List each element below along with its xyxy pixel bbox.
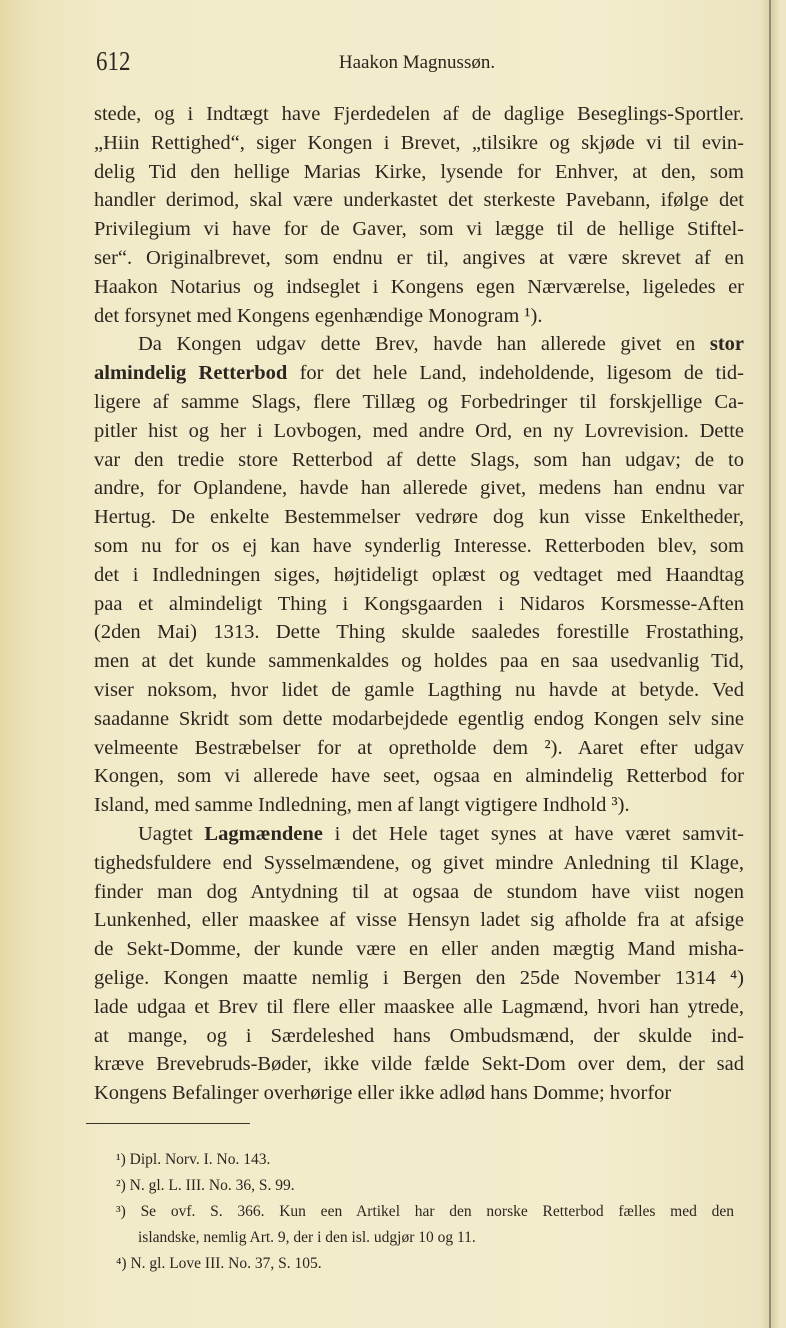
- text-segment: for det hele Land, indeholdende, ligesom de tid-: [287, 362, 744, 385]
- footnote: ³) Se ovf. S. 366. Kun een Artikel har den norske Retterbod fælles med den: [116, 1203, 734, 1220]
- paragraph: [94, 100, 744, 330]
- text-segment: lade udgaa et Brev til flere eller maaskee alle Lagmænd, hvori han ytrede,: [94, 995, 744, 1018]
- text-segment: stede, og i Indtægt have Fjerdedelen af de daglige Beseglings-Sportler.: [94, 103, 744, 125]
- text-line: [94, 1050, 744, 1079]
- footnote: ¹) Dipl. Norv. I. No. 143.: [116, 1151, 271, 1168]
- text-segment: tighedsfuldere end Sysselmændene, og givet mindre Anledning til Klage,: [94, 851, 744, 874]
- text-segment: ser“. Originalbrevet, som endnu er til, angives at være skrevet af en: [94, 246, 744, 269]
- text-line: [94, 647, 744, 676]
- text-segment: Hertug. De enkelte Bestemmelser vedrøre dog kun visse Enkeltheder,: [94, 506, 744, 529]
- page-binding-edge: [769, 0, 771, 1328]
- text-line: [94, 590, 744, 619]
- text-segment: velmeente Bestræbelser for at opretholde dem ²). Aaret efter udgav: [94, 736, 744, 759]
- text-line: [94, 244, 744, 273]
- text-line: [94, 878, 744, 907]
- body-text: [94, 100, 744, 1108]
- text-line: [94, 849, 744, 878]
- footnote: ²) N. gl. L. III. No. 36, S. 99.: [116, 1177, 295, 1194]
- text-segment: de Sekt-Domme, der kunde være en eller anden mægtig Mand misha-: [94, 938, 744, 961]
- footnote: ⁴) N. gl. Love III. No. 37, S. 105.: [116, 1255, 322, 1272]
- running-title: Haakon Magnussøn.: [338, 52, 496, 73]
- text-segment: (2den Mai) 1313. Dette Thing skulde saaledes forestille Frostathing,: [94, 621, 744, 644]
- text-segment: pitler hist og her i Lovbogen, med andre Ord, en ny Lovrevision. Dette: [94, 419, 744, 442]
- text-line: [94, 734, 744, 763]
- bold-term: stor: [709, 333, 744, 356]
- text-segment: var den tredie store Retterbod af dette Slags, som han udgav; de to: [94, 448, 744, 471]
- text-segment: men at det kunde sammenkaldes og holdes paa en saa usedvanlig Tid,: [94, 650, 744, 673]
- text-line: [94, 330, 744, 359]
- text-segment: at mange, og i Særdeleshed hans Ombudsmænd, der skulde ind-: [94, 1024, 744, 1047]
- text-line: [94, 705, 744, 734]
- text-segment: Da Kongen udgav dette Brev, havde han allerede givet en: [138, 333, 710, 356]
- text-line: [94, 100, 744, 129]
- text-segment: det forsynet med Kongens egenhændige Monogram ¹).: [94, 304, 543, 327]
- text-segment: Uagtet: [138, 822, 205, 845]
- text-line: [94, 129, 744, 158]
- text-line: [94, 474, 744, 503]
- text-line: [94, 906, 744, 935]
- text-line: [94, 302, 744, 331]
- text-segment: finder man dog Antydning til at ogsaa de stundom have viist nogen: [94, 880, 744, 903]
- text-segment: Lunkenhed, eller maaskee af visse Hensyn ladet sig afholde fra at afsige: [94, 909, 744, 932]
- text-segment: det i Indledningen siges, højtideligt oplæst og vedtaget med Haandtag: [94, 563, 744, 586]
- text-line: [94, 561, 744, 590]
- text-line: [94, 676, 744, 705]
- text-line: [94, 1022, 744, 1051]
- bold-term: Lagmændene: [204, 822, 323, 845]
- text-segment: ligere af samme Slags, flere Tillæg og Forbedringer til forskjellige Ca-: [94, 390, 744, 413]
- text-segment: Kongen, som vi allerede have seet, ogsaa en almindelig Retterbod for: [94, 765, 744, 788]
- text-segment: paa et almindeligt Thing i Kongsgaarden i Nidaros Korsmesse-Aften: [94, 592, 744, 615]
- text-line: [94, 388, 744, 417]
- text-line: [94, 762, 744, 791]
- text-line: [94, 215, 744, 244]
- text-segment: andre, for Oplandene, havde han allerede givet, medens han endnu var: [94, 477, 744, 500]
- text-line: [94, 532, 744, 561]
- text-segment: i det Hele taget synes at have været samvit-: [322, 822, 744, 845]
- text-segment: Kongens Befalinger overhørige eller ikke adlød hans Domme; hvorfor: [94, 1082, 672, 1105]
- text-segment: gelige. Kongen maatte nemlig i Bergen den 25de November 1314 ⁴): [94, 966, 744, 989]
- text-line: [94, 158, 744, 187]
- page-number: 612: [96, 46, 131, 76]
- footnote: islandske, nemlig Art. 9, der i den isl. udgjør 10 og 11.: [138, 1229, 476, 1246]
- text-segment: Island, med samme Indledning, men af langt vigtigere Indhold ³).: [94, 794, 630, 817]
- footnote-separator: [86, 1123, 250, 1124]
- text-segment: delig Tid den hellige Marias Kirke, lysende for Enhver, at den, som: [94, 160, 744, 183]
- text-line: [94, 964, 744, 993]
- text-segment: kræve Brevebruds-Bøder, ikke vilde fælde Sekt-Dom over dem, der sad: [94, 1053, 744, 1076]
- text-line: [94, 935, 744, 964]
- text-line: [94, 791, 744, 820]
- text-segment: handler derimod, skal være underkastet det sterkeste Pavebann, ifølge det: [94, 189, 744, 212]
- text-segment: „Hiin Rettighed“, siger Kongen i Brevet, „tilsikre og skjøde vi til evin-: [94, 131, 744, 154]
- text-segment: saadanne Skridt som dette modarbejdede egentlig endog Kongen selv sine: [94, 707, 744, 730]
- paragraph: [94, 330, 744, 820]
- paragraph: [94, 820, 744, 1108]
- text-line: [94, 618, 744, 647]
- text-line: [94, 446, 744, 475]
- text-line: [94, 993, 744, 1022]
- bold-term: almindelig Retterbod: [94, 362, 288, 385]
- text-line: [94, 359, 744, 388]
- text-segment: viser noksom, hvor lidet de gamle Lagthing nu havde at betyde. Ved: [94, 678, 744, 701]
- text-segment: Privilegium vi have for de Gaver, som vi lægge til de hellige Stiftel-: [94, 218, 744, 241]
- text-line: [94, 186, 744, 215]
- text-line: [94, 820, 744, 849]
- text-line: [94, 503, 744, 532]
- text-line: [94, 1079, 744, 1108]
- text-line: [94, 273, 744, 302]
- text-segment: Haakon Notarius og indseglet i Kongens egen Nærværelse, ligeledes er: [94, 275, 744, 298]
- text-line: [94, 417, 744, 446]
- text-segment: som nu for os ej kan have synderlig Interesse. Retterboden blev, som: [94, 534, 744, 557]
- footnotes: [116, 1148, 734, 1278]
